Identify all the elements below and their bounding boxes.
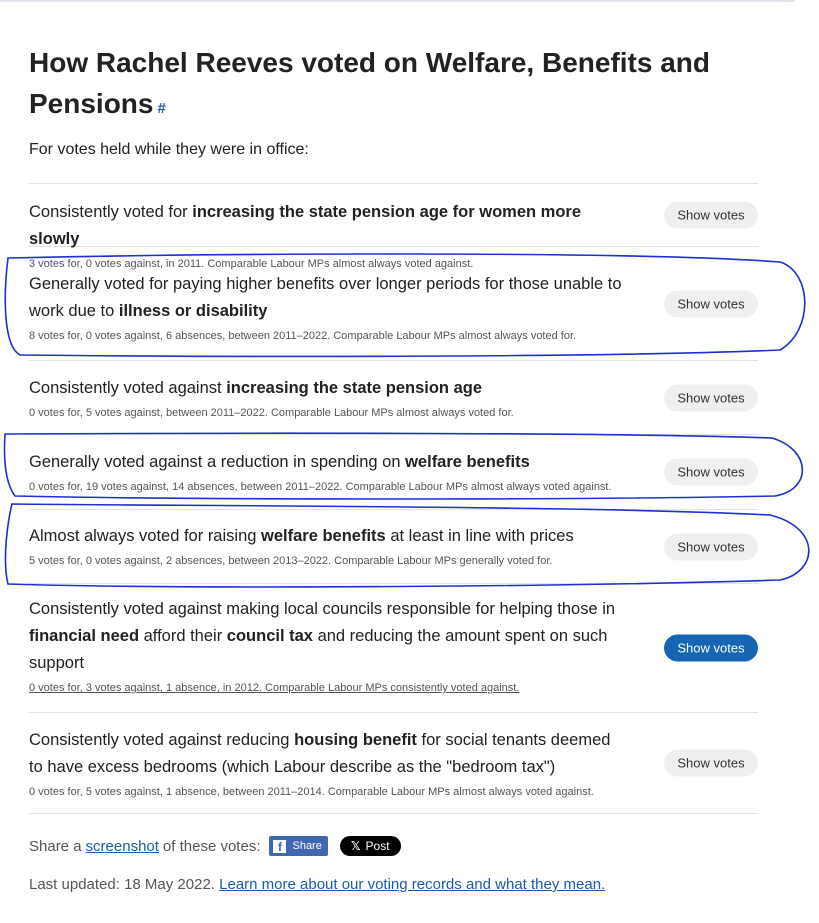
- facebook-icon: f: [273, 840, 286, 853]
- last-updated: [29, 876, 605, 893]
- facebook-share-button[interactable]: [269, 836, 327, 856]
- share-prefix: Share a: [29, 837, 82, 855]
- policy-item: [29, 247, 758, 361]
- x-icon: 𝕏: [350, 839, 361, 853]
- show-votes-button[interactable]: Show votes: [664, 384, 758, 411]
- page-title-text: How Rachel Reeves voted on Welfare, Benefits and Pensions: [29, 47, 711, 119]
- facebook-share-label: Share: [292, 840, 322, 852]
- show-votes-button-active[interactable]: Show votes: [664, 635, 758, 662]
- policy-list: [29, 183, 758, 814]
- share-row: [29, 835, 401, 857]
- show-votes-button[interactable]: Show votes: [664, 459, 758, 486]
- policy-item: [29, 361, 758, 435]
- policy-item: [29, 713, 758, 814]
- show-votes-button[interactable]: Show votes: [664, 750, 758, 777]
- policy-title: Generally voted against a reduction in spending on welfare benefits: [29, 453, 530, 471]
- policy-summary: 0 votes for, 19 votes against, 14 absences, between 2011–2022. Comparable Labour MPs almost always voted against.: [29, 481, 612, 493]
- policy-title: Consistently voted against making local councils responsible for helping those in financial need afford their council tax and reducing the amount spent on such support: [29, 600, 616, 672]
- x-post-button[interactable]: [340, 836, 401, 856]
- learn-more-link[interactable]: Learn more about our voting records and what they mean.: [219, 876, 606, 893]
- x-post-label: Post: [365, 839, 390, 853]
- last-updated-text: Last updated: 18 May 2022.: [29, 876, 220, 893]
- policy-summary: 0 votes for, 5 votes against, 1 absence, between 2011–2014. Comparable Labour MPs almost always voted against.: [29, 786, 594, 798]
- policy-summary: 0 votes for, 5 votes against, between 2011–2022. Comparable Labour MPs almost always voted for.: [29, 407, 514, 419]
- policy-title: Consistently voted against increasing the state pension age: [29, 379, 483, 397]
- policy-title: Almost always voted for raising welfare benefits at least in line with prices: [29, 527, 574, 545]
- intro-text: For votes held while they were in office:: [29, 141, 309, 158]
- policy-summary[interactable]: 0 votes for, 3 votes against, 1 absence, in 2012. Comparable Labour MPs consistently voted against.: [29, 682, 520, 694]
- policy-item: [29, 510, 758, 584]
- show-votes-button[interactable]: Show votes: [664, 533, 758, 560]
- policy-item: [29, 435, 758, 510]
- show-votes-button[interactable]: Show votes: [664, 202, 758, 229]
- policy-summary: 3 votes for, 0 votes against, in 2011. Comparable Labour MPs almost always voted against.: [29, 258, 474, 270]
- policy-item: [29, 184, 758, 270]
- show-votes-button[interactable]: Show votes: [664, 290, 758, 317]
- policy-title: Generally voted for paying higher benefits over longer periods for those unable to work due to illness or disability: [29, 275, 622, 320]
- top-border: [0, 0, 795, 2]
- share-suffix: of these votes:: [162, 837, 261, 855]
- page-title: [29, 42, 758, 129]
- policy-summary: 8 votes for, 0 votes against, 6 absences, between 2011–2022. Comparable Labour MPs almost always voted for.: [29, 330, 577, 342]
- permalink-anchor[interactable]: #: [157, 100, 166, 117]
- policy-title: Consistently voted for increasing the state pension age for women more slowly: [29, 203, 582, 248]
- screenshot-link[interactable]: screenshot: [85, 837, 159, 855]
- policy-item: [29, 584, 758, 713]
- policy-summary: 5 votes for, 0 votes against, 2 absences, between 2013–2022. Comparable Labour MPs generally voted for.: [29, 555, 553, 567]
- policy-title: Consistently voted against reducing housing benefit for social tenants deemed to have excess bedrooms (which Labour describe as the "bedroom tax"): [29, 731, 611, 776]
